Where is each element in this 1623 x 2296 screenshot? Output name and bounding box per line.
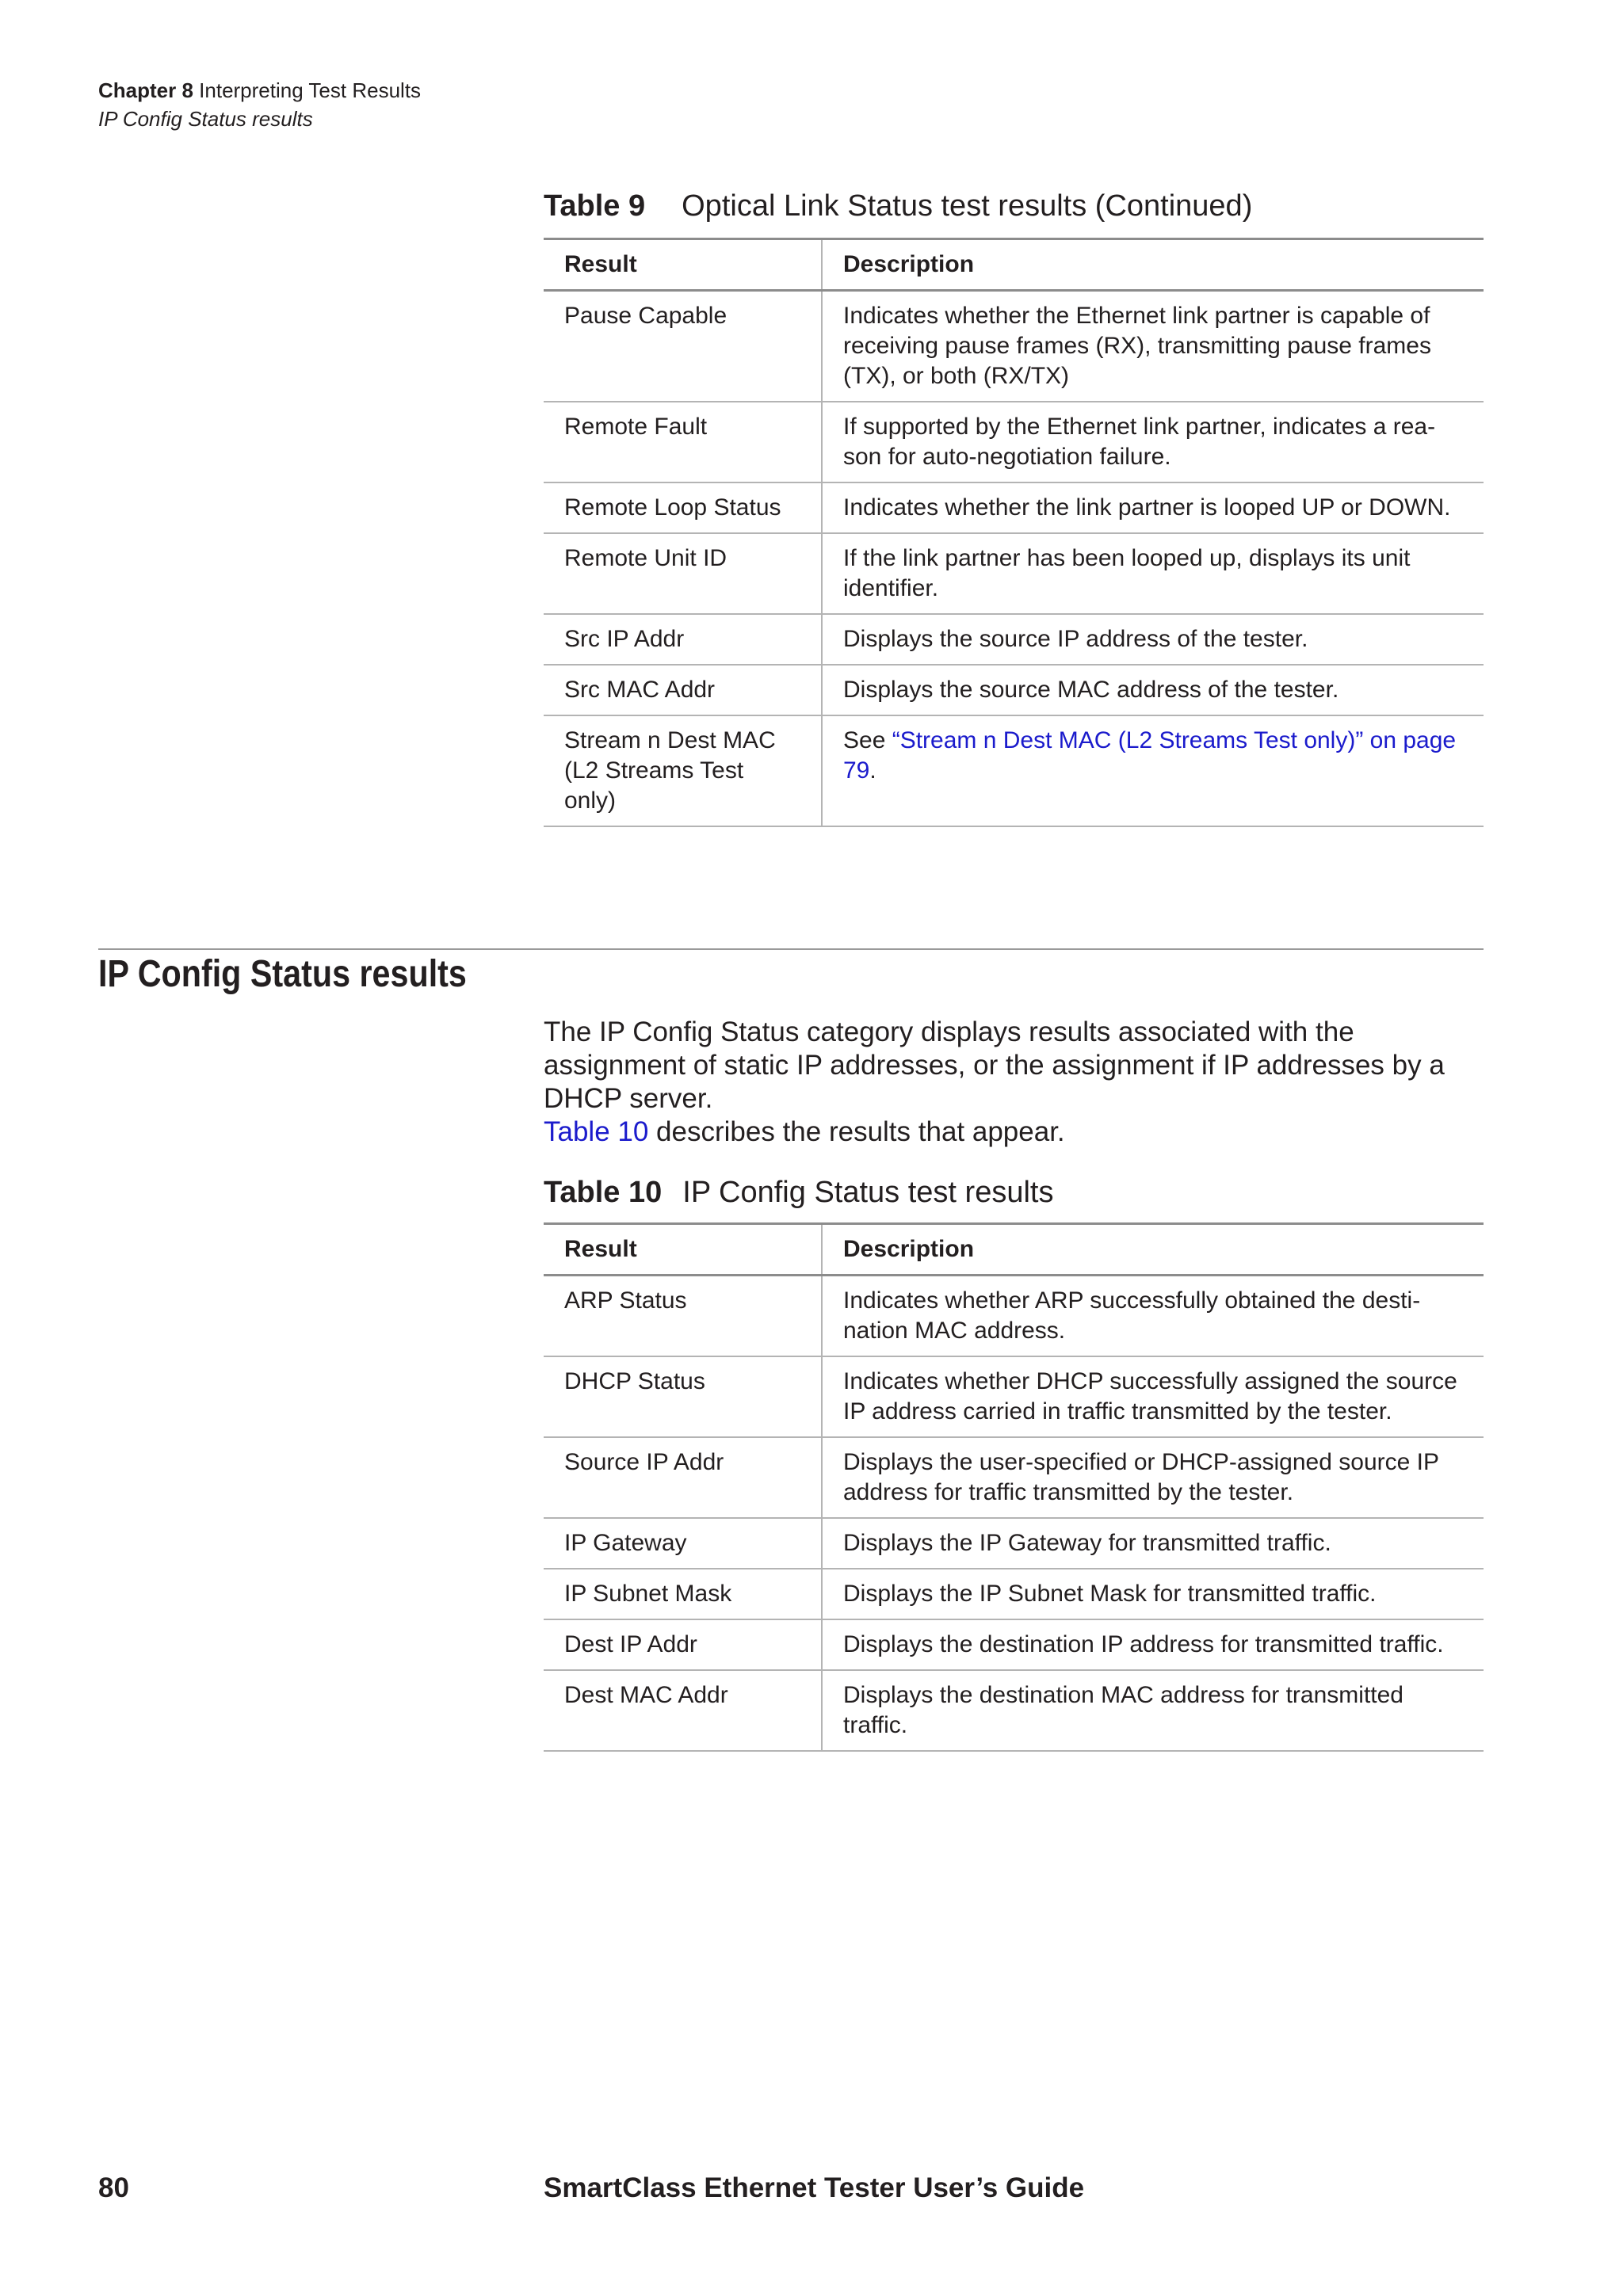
result-cell: Src MAC Addr	[544, 665, 822, 715]
table-10-link[interactable]: Table 10	[544, 1116, 649, 1147]
table-10-number: Table 10	[544, 1176, 663, 1209]
description-cell: Indicates whether ARP successfully obtained the desti-nation MAC address.	[822, 1276, 1484, 1357]
table-row	[544, 1619, 1484, 1670]
column-header-result: Result	[544, 239, 822, 291]
table-row	[544, 402, 1484, 482]
result-cell: Pause Capable	[544, 291, 822, 402]
table-header-row	[544, 1224, 1484, 1276]
table-row	[544, 482, 1484, 533]
table-reference-text: describes the results that appear.	[648, 1116, 1065, 1147]
chapter-number: Chapter 8	[98, 78, 193, 102]
result-cell: Remote Unit ID	[544, 533, 822, 614]
table-9	[544, 238, 1484, 827]
column-header-result: Result	[544, 1224, 822, 1276]
description-suffix: .	[869, 757, 876, 784]
chapter-line	[98, 76, 421, 105]
table-row	[544, 665, 1484, 715]
description-cell: Indicates whether DHCP successfully assigned the source IP address carried in traffic transmitted by the tester.	[822, 1356, 1484, 1437]
description-cell: Displays the user-specified or DHCP-assigned source IP address for traffic transmitted by the tester.	[822, 1437, 1484, 1518]
page-number: 80	[98, 2172, 129, 2203]
result-cell: Remote Loop Status	[544, 482, 822, 533]
book-title: SmartClass Ethernet Tester User’s Guide	[544, 2172, 1085, 2203]
running-section-title: IP Config Status results	[98, 107, 313, 131]
table-row	[544, 614, 1484, 665]
description-cell	[822, 715, 1484, 826]
description-cell: If supported by the Ethernet link partner, indicates a rea-son for auto-negotiation failure.	[822, 402, 1484, 482]
result-cell: Dest MAC Addr	[544, 1670, 822, 1751]
result-cell: DHCP Status	[544, 1356, 822, 1437]
table-row	[544, 1518, 1484, 1569]
intro-paragraph: The IP Config Status category displays results associated with the assignment of static IP addresses, or the assignment if IP addresses by a DHCP server.	[544, 1016, 1445, 1114]
result-cell: Src IP Addr	[544, 614, 822, 665]
chapter-title: Interpreting Test Results	[199, 78, 422, 102]
table-row	[544, 1276, 1484, 1357]
column-header-description: Description	[822, 239, 1484, 291]
description-cell: Displays the destination IP address for transmitted traffic.	[822, 1619, 1484, 1670]
description-cell: Displays the IP Gateway for transmitted traffic.	[822, 1518, 1484, 1569]
table-row	[544, 1437, 1484, 1518]
result-cell: Dest IP Addr	[544, 1619, 822, 1670]
result-cell: Remote Fault	[544, 402, 822, 482]
table-reference-paragraph	[544, 1116, 1495, 1149]
description-prefix: See	[843, 727, 892, 753]
table-9-number: Table 9	[544, 189, 646, 223]
result-cell: Source IP Addr	[544, 1437, 822, 1518]
description-cell: Indicates whether the Ethernet link partner is capable of receiving pause frames (RX), transmitting pause frames (TX), or both (RX/TX)	[822, 291, 1484, 402]
section-heading: IP Config Status results	[98, 953, 467, 995]
cross-reference-link[interactable]: “Stream n Dest MAC (L2 Streams Test only)” on page 79	[843, 727, 1457, 784]
description-cell: Displays the destination MAC address for transmitted traffic.	[822, 1670, 1484, 1751]
description-cell: If the link partner has been looped up, displays its unit identifier.	[822, 533, 1484, 614]
description-cell: Displays the source IP address of the tester.	[822, 614, 1484, 665]
section-divider	[98, 948, 1484, 950]
table-row	[544, 715, 1484, 826]
result-cell: IP Gateway	[544, 1518, 822, 1569]
column-header-description: Description	[822, 1224, 1484, 1276]
table-10-caption	[544, 1173, 1053, 1211]
table-row	[544, 1670, 1484, 1751]
table-9-caption	[544, 187, 1252, 225]
result-cell: Stream n Dest MAC (L2 Streams Test only)	[544, 715, 822, 826]
result-cell: ARP Status	[544, 1276, 822, 1357]
table-header-row	[544, 239, 1484, 291]
table-9-title: Optical Link Status test results (Continued)	[682, 189, 1253, 223]
description-cell: Indicates whether the link partner is looped UP or DOWN.	[822, 482, 1484, 533]
table-row	[544, 291, 1484, 402]
description-cell: Displays the source MAC address of the tester.	[822, 665, 1484, 715]
table-row	[544, 1569, 1484, 1619]
table-10-title: IP Config Status test results	[682, 1176, 1054, 1209]
result-cell: IP Subnet Mask	[544, 1569, 822, 1619]
running-header	[98, 76, 421, 133]
table-row	[544, 1356, 1484, 1437]
table-row	[544, 533, 1484, 614]
table-10	[544, 1222, 1484, 1752]
description-cell: Displays the IP Subnet Mask for transmitted traffic.	[822, 1569, 1484, 1619]
